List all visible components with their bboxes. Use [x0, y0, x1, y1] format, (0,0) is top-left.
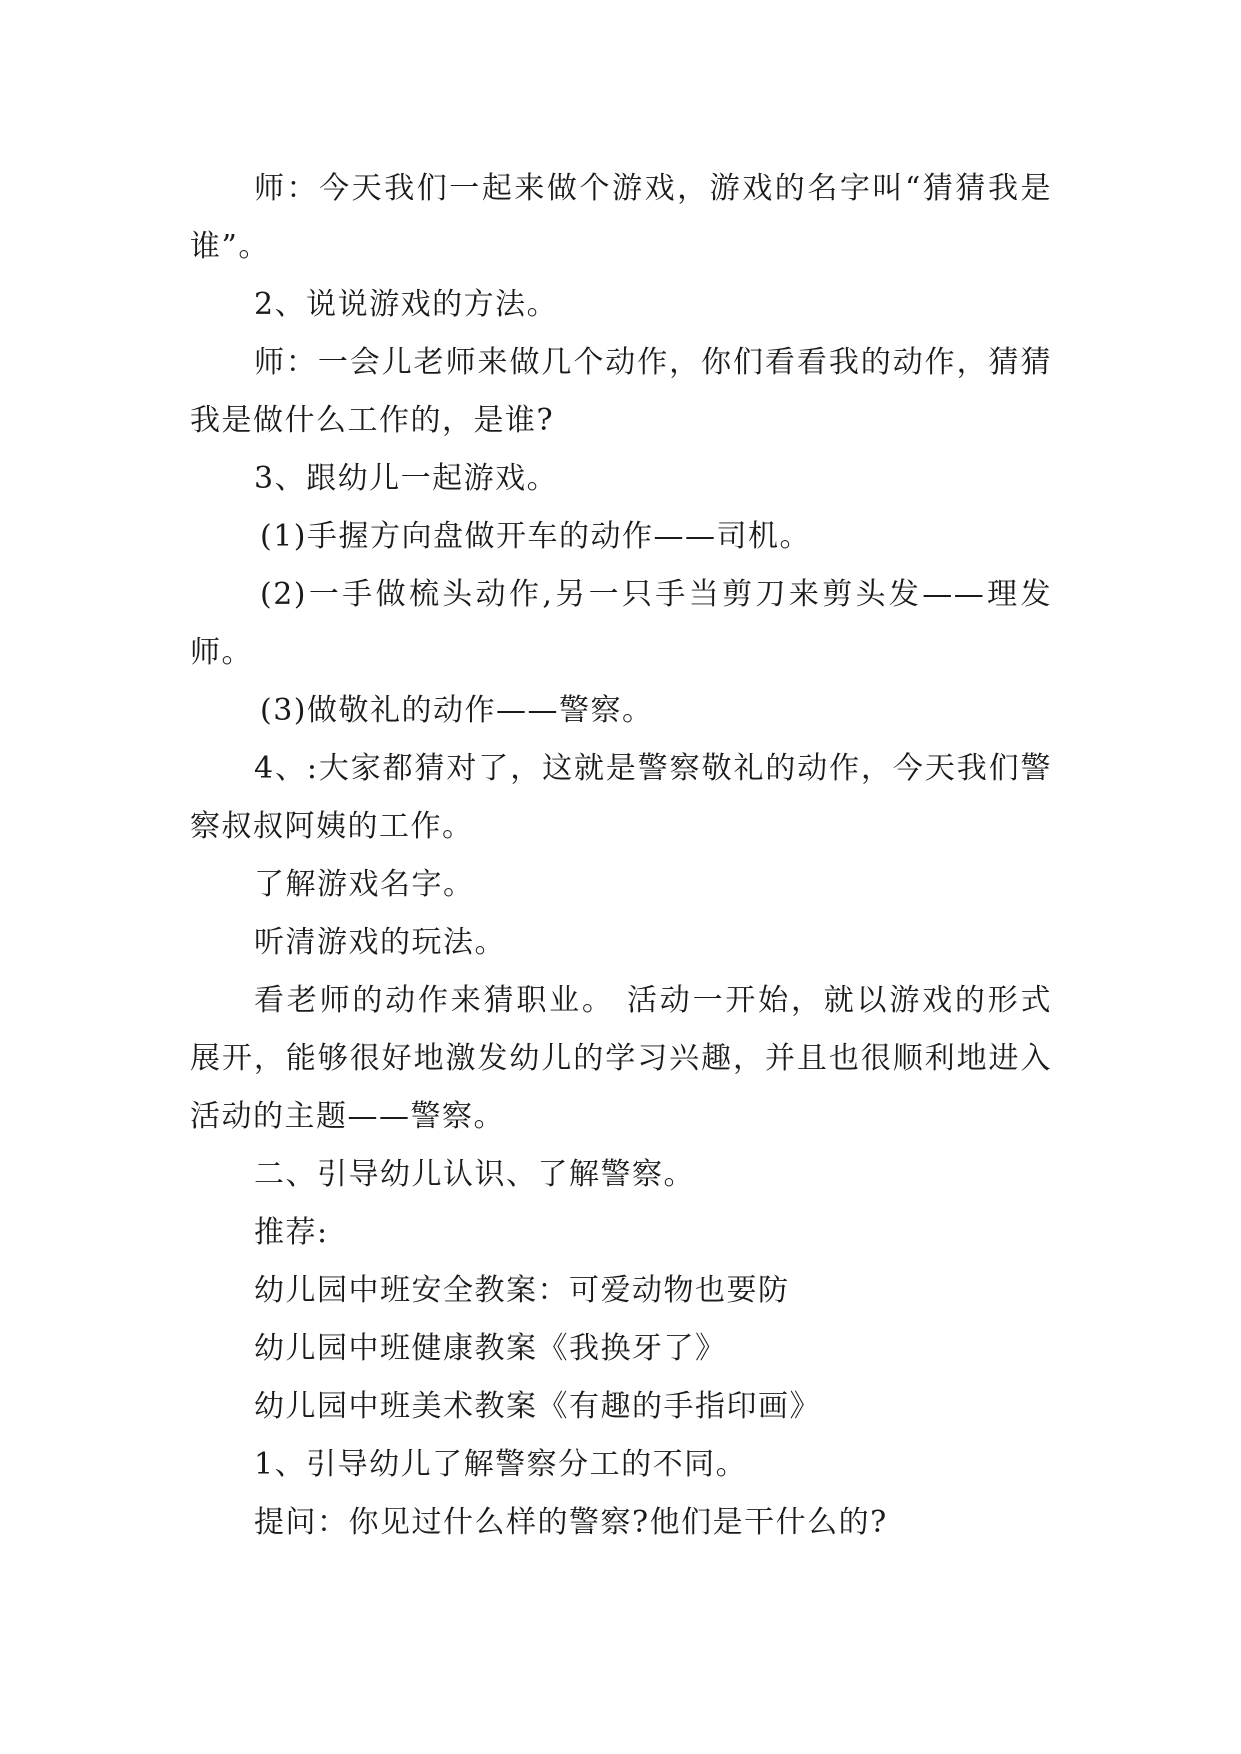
paragraph-13: 推荐: [254, 1215, 329, 1250]
document-body [190, 160, 1052, 1552]
paragraph-8: 4、:大家都猜对了，这就是警察敬礼的动作，今天我们警察叔叔阿姨的工作。 [190, 751, 1052, 844]
paragraph-6: (2)一手做梳头动作,另一只手当剪刀来剪头发——理发师。 [190, 577, 1052, 670]
paragraph-16: 幼儿园中班美术教案《有趣的手指印画》 [254, 1389, 821, 1424]
paragraph-3: 师：一会儿老师来做几个动作，你们看看我的动作，猜猜我是做什么工作的，是谁? [190, 345, 1052, 438]
paragraph-4: 3、跟幼儿一起游戏。 [254, 461, 559, 496]
paragraph-2: 2、说说游戏的方法。 [254, 287, 559, 322]
paragraph-10: 听清游戏的玩法。 [254, 925, 506, 960]
paragraph-1: 师：今天我们一起来做个游戏，游戏的名字叫“猜猜我是谁”。 [190, 171, 1052, 264]
paragraph-14: 幼儿园中班安全教案：可爱动物也要防 [254, 1273, 790, 1308]
paragraph-11: 看老师的动作来猜职业。 活动一开始，就以游戏的形式展开，能够很好地激发幼儿的学习兴趣，并且也很顺利地进入活动的主题——警察。 [190, 983, 1052, 1134]
paragraph-15: 幼儿园中班健康教案《我换牙了》 [254, 1331, 727, 1366]
paragraph-17: 1、引导幼儿了解警察分工的不同。 [254, 1447, 748, 1482]
paragraph-7: (3)做敬礼的动作——警察。 [260, 693, 654, 728]
paragraph-12: 二、引导幼儿认识、了解警察。 [254, 1157, 695, 1192]
paragraph-5: (1)手握方向盘做开车的动作——司机。 [260, 519, 811, 554]
paragraph-9: 了解游戏名字。 [254, 867, 475, 902]
paragraph-18: 提问：你见过什么样的警察?他们是干什么的? [254, 1505, 888, 1540]
